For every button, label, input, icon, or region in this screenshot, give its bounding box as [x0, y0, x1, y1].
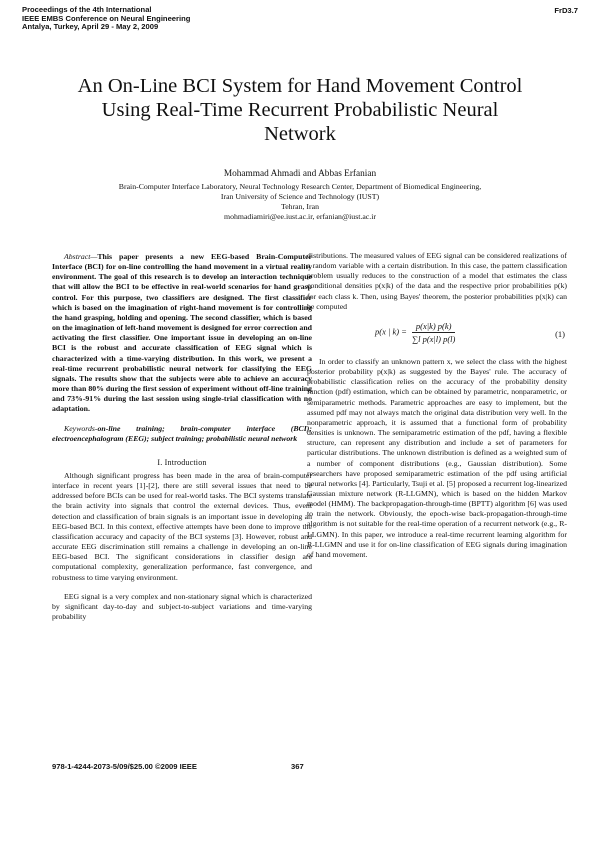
conference-line-1: Proceedings of the 4th International	[22, 5, 152, 14]
keywords-lead: Keywords-	[64, 423, 98, 433]
affiliation-line-1: Brain-Computer Interface Laboratory, Neural Technology Research Center, Department of Biomedical Engineering,	[118, 182, 482, 191]
authors: Mohammad Ahmadi and Abbas Erfanian	[223, 169, 377, 179]
section-heading-introduction: I. Introduction	[157, 457, 207, 467]
affiliation-line-2: Iran University of Science and Technology (IUST)	[220, 192, 380, 201]
session-code: FrD3.7	[554, 6, 578, 15]
affiliation-emails: mohmadiamiri@ee.iust.ac.ir, erfanian@iust.ac.ir	[224, 212, 376, 221]
equation-body	[375, 321, 455, 344]
keywords	[52, 424, 312, 444]
equation-lhs: p(x | k) =	[375, 326, 407, 337]
title-line-3: Network	[264, 123, 336, 145]
conference-line-2: IEEE EMBS Conference on Neural Engineering	[22, 13, 191, 23]
page-number: 367	[291, 762, 304, 771]
conference-line-3: Antalya, Turkey, April 29 - May 2, 2009	[22, 22, 159, 32]
conference-header	[22, 6, 190, 32]
title-line-1: An On-Line BCI System for Hand Movement Control	[77, 75, 523, 97]
right-paragraph-2: In order to classify an unknown pattern x, we select the class with the highest posterior probability p(x|k) as suggested by the Bayes' rule. The accuracy of probabilistic classification relies on the accuracy of the probability density function (pdf) estimation, which can be obtained by parametric, nonparametric, or semiparametric methods. Parametric approaches are easy to implement, but the assumed pdf may not always match the original data distribution very well. In the nonparametric approach, it is assumed that a functional form of probability densities is unknown. The semiparametric estimation of the pdf, having a flexible structure, can represent any distribution and include a set of parameters for particular distributions. The unknown distribution is defined as a weighted sum of a number of component distributions (e.g., Gaussian distribution). Some researchers have proposed semiparametric estimation of the pdf using artificial neural networks [4]. Particularly, Tsuji et al. [5] proposed a recurrent log-linearized Gaussian mixture network (R-LLGMN), which is based on the hidden Markov model (HMM). The backpropagation-through-time (BPTT) algorithm [6] was used to train the network. Obviously, the epoch-wise back-propagation-through-time algorithm is not suitable for the real-time operation of a recurrent network (e.g., R-LLGMN). In this paper, we introduce a real-time recurrent learning algorithm for R-LLGMN and use it for on-line classification of EEG signals during imagination of hand movement.	[307, 356, 567, 559]
keywords-text: on-line training; brain-computer interface (BCI); electroencephalogram (EEG); subject training; probabilistic neural network	[52, 423, 312, 443]
abstract-text: This paper presents a new EEG-based Brain-Computer Interface (BCI) for on-line controlling the hand movement in a virtual reality environment. The goal of this research is to develop an interaction technique that will allow the BCI to be effective in real-world scenarios for hand grasp control. For this purpose, two classifiers are designed. The first classifier which is based on the imagination of right-hand movement is for controlling the hand grasping, holding and opening. The second classifier, which is based on the imagination of left-hand movement is designed for error correction and activating the first classifier. One important issue in developing an on-line BCI is the robust and accurate classification of EEG signal which is characterized with a time-varying distribution. In this work, we present a real-time recurrent probabilistic neural network for classifying the EEG signals. The results show that the subjects were able to achieve an accuracy more than 80% during the first session of experiment without off-line training and 73%-91% during the last session using single-trial classification with no adaptation.	[52, 252, 312, 414]
right-column	[307, 251, 567, 560]
right-paragraph-1: distributions. The measured values of EEG signal can be considered realizations of a random variable with a certain distribution. In this case, the pattern classification problem usually reduces to the construction of a model that estimates the class conditional densities p(x|k) of the data and the respective prior probabilities p(k) for each class k. Then, using Bayes' theorem, the posterior probabilities p(x|k) can be computed	[307, 251, 567, 311]
affiliation	[50, 182, 550, 222]
equation-fraction	[412, 321, 455, 344]
title-line-2: Using Real-Time Recurrent Probabilistic Neural	[101, 99, 499, 121]
affiliation-line-3: Tehran, Iran	[281, 202, 319, 211]
equation-number: (1)	[555, 328, 565, 339]
intro-paragraph-2: EEG signal is a very complex and non-stationary signal which is characterized by significant day-to-day and subject-to-subject variations and time-varying probability	[52, 591, 312, 621]
equation-denominator: ∑l p(x|l) p(l)	[412, 334, 456, 345]
equation-numerator: p(x|k) p(k)	[412, 321, 455, 333]
abstract	[52, 252, 312, 415]
abstract-lead: Abstract—	[64, 252, 98, 261]
left-column	[52, 252, 312, 622]
paper-title	[30, 74, 570, 146]
intro-paragraph-1: Although significant progress has been made in the area of brain-computer interface in recent years [1]-[2], there are still several issues that need to be addressed before BCIs can be used for real-world tasks. The BCI systems translate the brain activity into signals that control the external devices. Thus, event detection and classification of brain signals is an important issue in developing an EEG-based BCI. In this context, effective attempts have been done to improve the classification accuracy and capacity of the BCI systems [3]. However, robust and accurate EEG discrimination still remains a challenge in developing an on-line EEG-based BCI. The significant considerations in classifier design are computational complexity, generalization performance, fast convergence, and robustness to time varying environment.	[52, 470, 312, 582]
equation-1	[307, 317, 567, 355]
footer-isbn: 978-1-4244-2073-5/09/$25.00 ©2009 IEEE	[52, 762, 197, 771]
